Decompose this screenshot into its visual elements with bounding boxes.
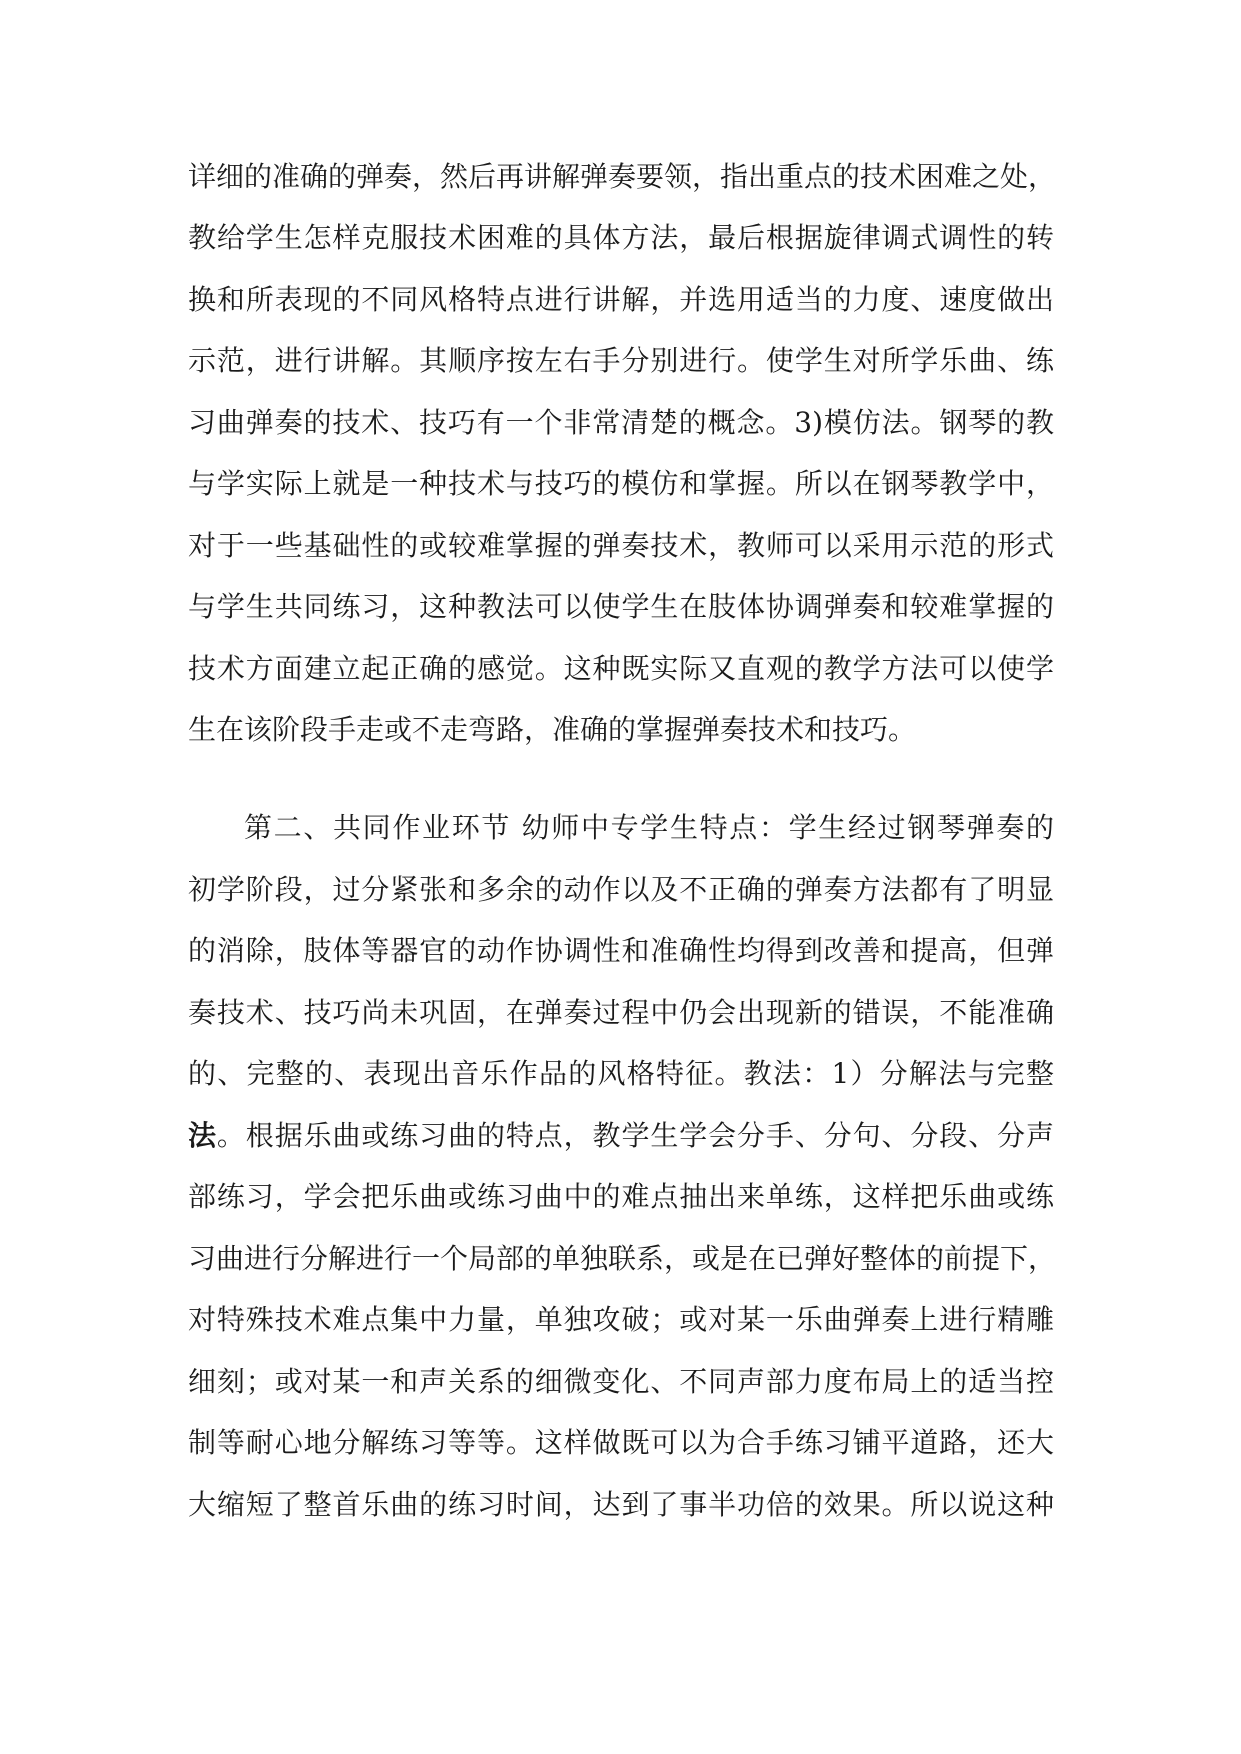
paragraph-line: 与学生共同练习，这种教法可以使学生在肢体协调弹奏和较难掌握的 [188,590,1054,623]
paragraph-line: 大缩短了整首乐曲的练习时间，达到了事半功倍的效果。所以说这种 [188,1488,1054,1521]
paragraph-line: 与学实际上就是一种技术与技巧的模仿和掌握。所以在钢琴教学中， [188,467,1054,500]
paragraph-line: 对特殊技术难点集中力量，单独攻破；或对某一乐曲弹奏上进行精雕 [188,1303,1054,1336]
paragraph-line [188,1116,1054,1156]
line-text: 。根据乐曲或练习曲的特点，教学生学会分手、分句、分段、分声 [216,1119,1054,1152]
paragraph-line: 示范，进行讲解。其顺序按左右手分别进行。使学生对所学乐曲、练 [188,344,1054,377]
paragraph-line: 习曲进行分解进行一个局部的单独联系，或是在已弹好整体的前提下， [188,1242,1057,1275]
paragraph-line: 详细的准确的弹奏，然后再讲解弹奏要领，指出重点的技术困难之处， [188,160,1057,193]
paragraph-line: 制等耐心地分解练习等等。这样做既可以为合手练习铺平道路，还大 [188,1426,1054,1459]
bold-term: 法 [188,1119,217,1152]
paragraph-line: 对于一些基础性的或较难掌握的弹奏技术，教师可以采用示范的形式 [188,529,1054,562]
paragraph-line: 奏技术、技巧尚未巩固，在弹奏过程中仍会出现新的错误，不能准确 [188,996,1054,1029]
paragraph-line: 生在该阶段手走或不走弯路，准确的掌握弹奏技术和技巧。 [188,713,917,746]
paragraph-line: 教给学生怎样克服技术困难的具体方法，最后根据旋律调式调性的转 [188,221,1054,254]
paragraph-line: 初学阶段，过分紧张和多余的动作以及不正确的弹奏方法都有了明显 [188,873,1054,906]
paragraph-line: 第二、共同作业环节 幼师中专学生特点：学生经过钢琴弹奏的 [244,811,1054,844]
paragraph-line: 细刻；或对某一和声关系的细微变化、不同声部力度布局上的适当控 [188,1365,1054,1398]
paragraph-line: 部练习，学会把乐曲或练习曲中的难点抽出来单练，这样把乐曲或练 [188,1180,1054,1213]
paragraph-line: 换和所表现的不同风格特点进行讲解，并选用适当的力度、速度做出 [188,283,1054,316]
paragraph-line: 技术方面建立起正确的感觉。这种既实际又直观的教学方法可以使学 [188,652,1054,685]
paragraph-line: 习曲弹奏的技术、技巧有一个非常清楚的概念。3)模仿法。钢琴的教 [188,406,1054,439]
paragraph-line: 的消除，肢体等器官的动作协调性和准确性均得到改善和提高，但弹 [188,934,1054,967]
paragraph-line: 的、完整的、表现出音乐作品的风格特征。教法：1）分解法与完整 [188,1057,1054,1090]
